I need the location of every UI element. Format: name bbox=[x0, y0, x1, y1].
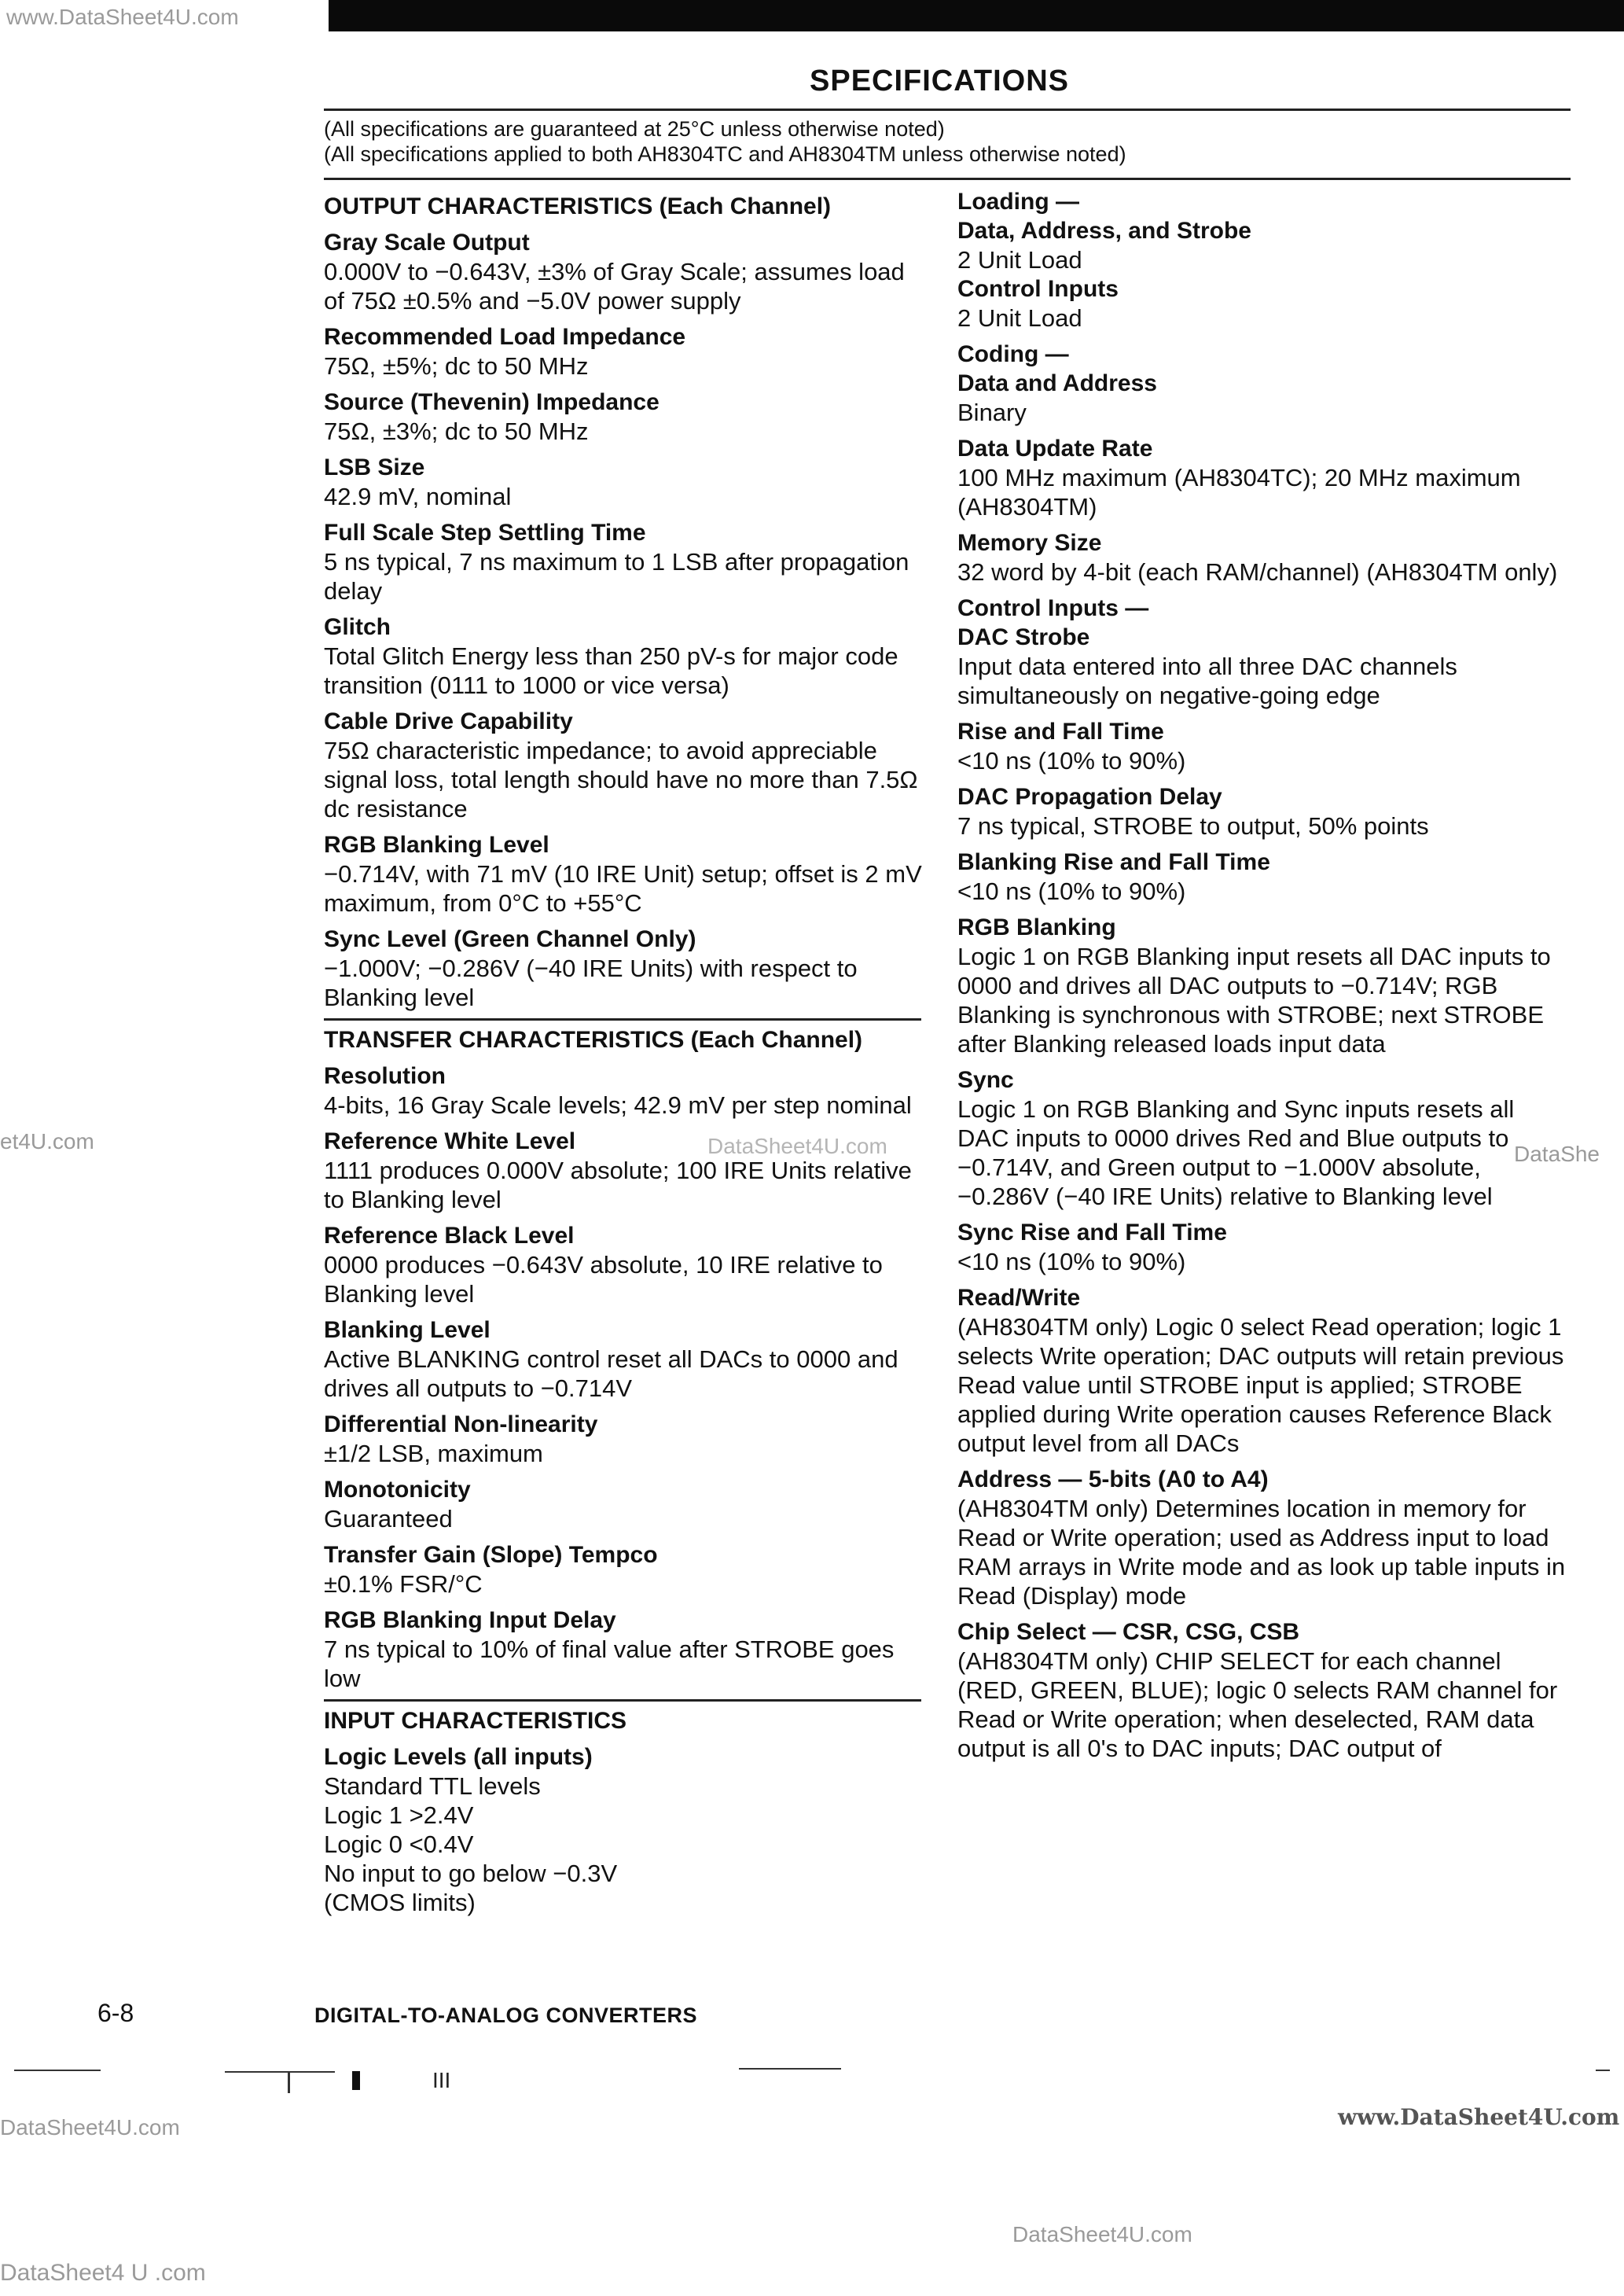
spec-heading: LSB Size bbox=[324, 454, 425, 480]
spec-heading: Reference Black Level bbox=[324, 1223, 575, 1249]
section-divider bbox=[324, 1018, 921, 1021]
spec-text: 0.000V to −0.643V, ±3% of Gray Scale; assumes load of 75Ω ±0.5% and −5.0V power supply bbox=[324, 258, 905, 315]
spec-heading: Reference White Level bbox=[324, 1128, 576, 1154]
spec-heading: Chip Select — CSR, CSG, CSB bbox=[957, 1619, 1300, 1645]
spec-heading: Cable Drive Capability bbox=[324, 708, 573, 734]
spec-heading: RGB Blanking Level bbox=[324, 832, 549, 858]
spec-text: 7 ns typical to 10% of final value after STROBE goes low bbox=[324, 1636, 895, 1692]
spec-heading: Data, Address, and Strobe bbox=[957, 218, 1251, 244]
spec-text: <10 ns (10% to 90%) bbox=[957, 1248, 1186, 1275]
spec-text: Binary bbox=[957, 399, 1027, 426]
spec-heading: Sync bbox=[957, 1067, 1014, 1093]
spec-text: ±1/2 LSB, maximum bbox=[324, 1440, 543, 1467]
section-title-input: INPUT CHARACTERISTICS bbox=[324, 1708, 627, 1734]
spec-text: (AH8304TM only) Determines location in memory for Read or Write operation; used as Address input to load RAM arrays in Write mode and as look up table inputs in Read (Display) mode bbox=[957, 1495, 1566, 1610]
spec-text: <10 ns (10% to 90%) bbox=[957, 878, 1186, 905]
spec-heading: Blanking Level bbox=[324, 1317, 491, 1343]
left-column bbox=[324, 192, 929, 1917]
watermark-top-left: www.DataSheet4U.com bbox=[6, 5, 239, 29]
spec-heading: Control Inputs — bbox=[957, 595, 1149, 621]
watermark-mid-center: DataSheet4U.com bbox=[707, 1134, 887, 1158]
input-line: Standard TTL levels bbox=[324, 1772, 541, 1800]
spec-text: 2 Unit Load bbox=[957, 304, 1082, 332]
section-title-output: OUTPUT CHARACTERISTICS (Each Channel) bbox=[324, 193, 832, 219]
watermark-bottom-left: DataSheet4U.com bbox=[0, 2115, 180, 2140]
spec-heading: Blanking Rise and Fall Time bbox=[957, 849, 1270, 875]
spec-text: 42.9 mV, nominal bbox=[324, 483, 512, 510]
page-number: 6-8 bbox=[97, 1999, 134, 2027]
title-rule bbox=[324, 109, 1571, 111]
spec-text: Total Glitch Energy less than 250 pV-s for major code transition (0111 to 1000 or vice versa) bbox=[324, 642, 898, 699]
spec-heading: Memory Size bbox=[957, 530, 1102, 556]
spec-text: Guaranteed bbox=[324, 1505, 453, 1533]
input-line: Logic 1 >2.4V bbox=[324, 1801, 474, 1829]
spec-text: Logic 1 on RGB Blanking and Sync inputs resets all DAC inputs to 0000 drives Red and Blue outputs to −0.714V, and Green output to −1.000V absolute, −0.286V (−40 IRE Units) relative to Blanking level bbox=[957, 1095, 1515, 1210]
top-scan-bar bbox=[329, 0, 1624, 31]
spec-heading: Control Inputs bbox=[957, 276, 1119, 302]
spec-heading: RGB Blanking bbox=[957, 914, 1116, 940]
spec-heading: Data and Address bbox=[957, 370, 1157, 396]
spec-heading: Loading — bbox=[957, 189, 1079, 215]
spec-heading: Coding — bbox=[957, 341, 1069, 367]
spec-text: Active BLANKING control reset all DACs to 0000 and drives all outputs to −0.714V bbox=[324, 1345, 898, 1402]
watermark-mid-right: DataShe bbox=[1514, 1142, 1600, 1166]
scan-artifact bbox=[14, 2070, 101, 2071]
spec-heading: Rise and Fall Time bbox=[957, 719, 1164, 745]
spec-heading: Transfer Gain (Slope) Tempco bbox=[324, 1542, 658, 1568]
spec-text: 7 ns typical, STROBE to output, 50% points bbox=[957, 812, 1429, 840]
spec-text: <10 ns (10% to 90%) bbox=[957, 747, 1186, 775]
spec-heading: Data Update Rate bbox=[957, 436, 1153, 462]
spec-text: ±0.1% FSR/°C bbox=[324, 1570, 483, 1598]
spec-heading: Logic Levels (all inputs) bbox=[324, 1744, 593, 1770]
page-title: SPECIFICATIONS bbox=[810, 64, 1069, 98]
spec-heading: Full Scale Step Settling Time bbox=[324, 520, 646, 546]
spec-heading: DAC Propagation Delay bbox=[957, 784, 1222, 810]
spec-text: 75Ω, ±3%; dc to 50 MHz bbox=[324, 418, 589, 445]
spec-text: 5 ns typical, 7 ns maximum to 1 LSB after propagation delay bbox=[324, 548, 909, 605]
watermark-bottom-center: DataSheet4U.com bbox=[1012, 2222, 1192, 2246]
section-title-transfer: TRANSFER CHARACTERISTICS (Each Channel) bbox=[324, 1027, 863, 1053]
spec-text: 32 word by 4-bit (each RAM/channel) (AH8304TM only) bbox=[957, 558, 1558, 586]
spec-heading: Gray Scale Output bbox=[324, 230, 530, 256]
spec-heading: Address — 5-bits (A0 to A4) bbox=[957, 1466, 1269, 1492]
spec-text: 75Ω characteristic impedance; to avoid appreciable signal loss, total length should have no more than 7.5Ω dc resistance bbox=[324, 737, 918, 822]
spec-text: 0000 produces −0.643V absolute, 10 IRE relative to Blanking level bbox=[324, 1251, 883, 1308]
spec-heading: DAC Strobe bbox=[957, 624, 1090, 650]
right-column bbox=[957, 187, 1571, 1763]
spec-heading: RGB Blanking Input Delay bbox=[324, 1607, 616, 1633]
spec-text: Logic 1 on RGB Blanking input resets all DAC inputs to 0000 and drives all DAC outputs to −0.714V; RGB Blanking is synchronous with STROBE; next STROBE after Blanking released loads input data bbox=[957, 943, 1551, 1058]
spec-text: −0.714V, with 71 mV (10 IRE Unit) setup; offset is 2 mV maximum, from 0°C to +55°C bbox=[324, 860, 922, 917]
section-divider bbox=[324, 1699, 921, 1702]
note-rule bbox=[324, 178, 1571, 180]
spec-text: Input data entered into all three DAC channels simultaneously on negative-going edge bbox=[957, 653, 1457, 709]
spec-heading: Differential Non-linearity bbox=[324, 1411, 598, 1437]
scan-mark: III bbox=[432, 2068, 451, 2092]
spec-heading: Glitch bbox=[324, 614, 391, 640]
spec-text: (AH8304TM only) CHIP SELECT for each channel (RED, GREEN, BLUE); logic 0 selects RAM channel for Read or Write operation; when deselected, RAM data output is all 0's to DAC inputs; DAC output of bbox=[957, 1647, 1558, 1762]
spec-heading: Sync Rise and Fall Time bbox=[957, 1220, 1227, 1246]
scan-artifact bbox=[288, 2071, 290, 2093]
spec-text: 1111 produces 0.000V absolute; 100 IRE Units relative to Blanking level bbox=[324, 1157, 912, 1213]
scan-artifact bbox=[352, 2071, 360, 2090]
spec-text: 4-bits, 16 Gray Scale levels; 42.9 mV per step nominal bbox=[324, 1091, 912, 1119]
spec-text: −1.000V; −0.286V (−40 IRE Units) with respect to Blanking level bbox=[324, 955, 858, 1011]
scan-artifact bbox=[739, 2068, 841, 2070]
watermark-mid-left: et4U.com bbox=[0, 1129, 94, 1154]
spec-heading: Resolution bbox=[324, 1063, 446, 1089]
scan-artifact bbox=[225, 2071, 335, 2073]
footer-title: DIGITAL-TO-ANALOG CONVERTERS bbox=[314, 2003, 697, 2027]
spec-note-2: (All specifications applied to both AH8304TC and AH8304TM unless otherwise noted) bbox=[324, 142, 1126, 166]
spec-heading: Monotonicity bbox=[324, 1477, 471, 1503]
watermark-bottom-left-2: DataSheet4 U .com bbox=[0, 2260, 206, 2286]
input-line: No input to go below −0.3V bbox=[324, 1860, 618, 1887]
spec-heading: Recommended Load Impedance bbox=[324, 324, 686, 350]
spec-text: (AH8304TM only) Logic 0 select Read operation; logic 1 selects Write operation; DAC outputs will retain previous Read value until STROBE input is applied; STROBE applied during Write operation causes Reference Black output level from all DACs bbox=[957, 1313, 1564, 1457]
watermark-bottom-right: www.DataSheet4U.com bbox=[1338, 2104, 1620, 2130]
spec-heading: Sync Level (Green Channel Only) bbox=[324, 926, 696, 952]
spec-text: 75Ω, ±5%; dc to 50 MHz bbox=[324, 352, 589, 380]
input-line: (CMOS limits) bbox=[324, 1889, 476, 1916]
input-line: Logic 0 <0.4V bbox=[324, 1831, 474, 1858]
spec-note-1: (All specifications are guaranteed at 25°C unless otherwise noted) bbox=[324, 117, 945, 141]
scan-artifact bbox=[1596, 2070, 1610, 2071]
spec-text: 100 MHz maximum (AH8304TC); 20 MHz maximum (AH8304TM) bbox=[957, 464, 1521, 521]
spec-heading: Read/Write bbox=[957, 1285, 1081, 1311]
spec-heading: Source (Thevenin) Impedance bbox=[324, 389, 660, 415]
spec-text: 2 Unit Load bbox=[957, 246, 1082, 274]
